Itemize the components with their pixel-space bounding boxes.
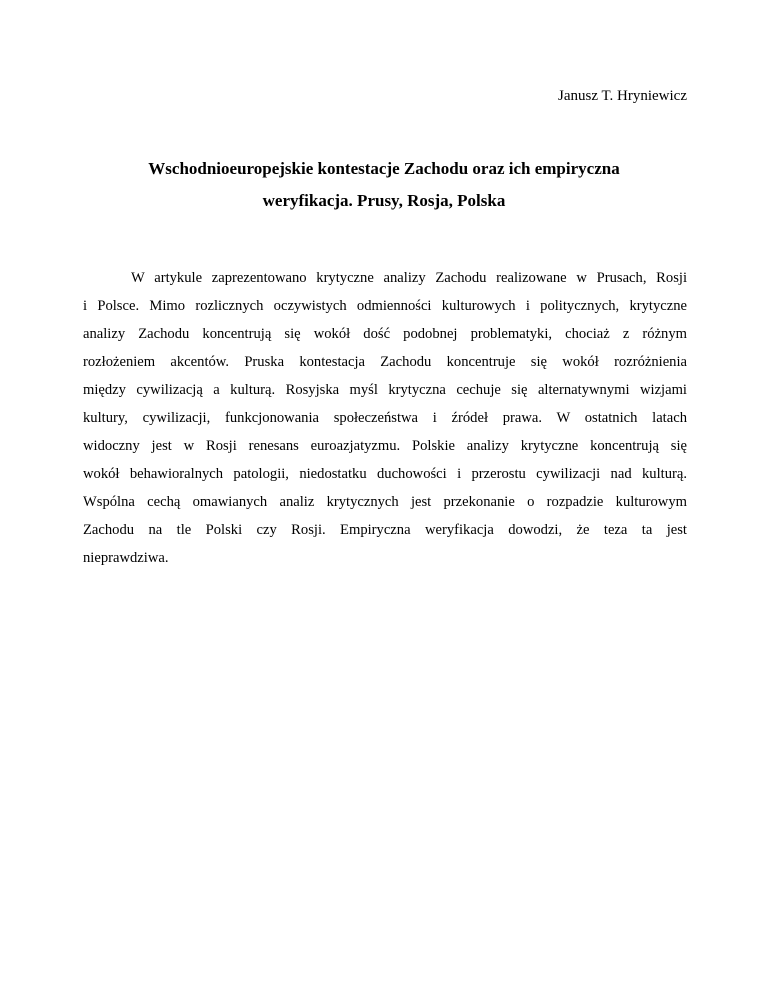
- abstract-paragraph: [83, 264, 687, 572]
- article-title: [100, 153, 668, 217]
- title-line: weryfikacja. Prusy, Rosja, Polska: [262, 191, 506, 210]
- abstract-line: nieprawdziwa.: [83, 550, 169, 566]
- abstract-line: Zachodu na tle Polski czy Rosji. Empiryczna weryfikacja dowodzi, że teza ta jest: [83, 522, 687, 538]
- abstract-line: wokół behawioralnych patologii, niedostatku duchowości i przerostu cywilizacji nad kulturą.: [83, 466, 687, 482]
- abstract-line: analizy Zachodu koncentrują się wokół dość podobnej problematyki, chociaż z różnym: [83, 326, 687, 342]
- abstract-line: Wspólna cechą omawianych analiz krytycznych jest przekonanie o rozpadzie kulturowym: [83, 494, 687, 510]
- abstract-line: i Polsce. Mimo rozlicznych oczywistych odmienności kulturowych i politycznych, krytyczne: [83, 298, 687, 314]
- abstract-line: między cywilizacją a kulturą. Rosyjska myśl krytyczna cechuje się alternatywnymi wizjami: [83, 382, 687, 398]
- author-name: Janusz T. Hryniewicz: [558, 88, 687, 104]
- title-line: Wschodnioeuropejskie kontestacje Zachodu oraz ich empiryczna: [148, 159, 620, 178]
- abstract-line: W artykule zaprezentowano krytyczne analizy Zachodu realizowane w Prusach, Rosji: [131, 270, 687, 286]
- abstract-line: kultury, cywilizacji, funkcjonowania społeczeństwa i źródeł prawa. W ostatnich latach: [83, 410, 687, 426]
- abstract-line: rozłożeniem akcentów. Pruska kontestacja Zachodu koncentruje się wokół rozróżnienia: [83, 354, 687, 370]
- abstract-line: widoczny jest w Rosji renesans euroazjatyzmu. Polskie analizy krytyczne koncentrują się: [83, 438, 687, 454]
